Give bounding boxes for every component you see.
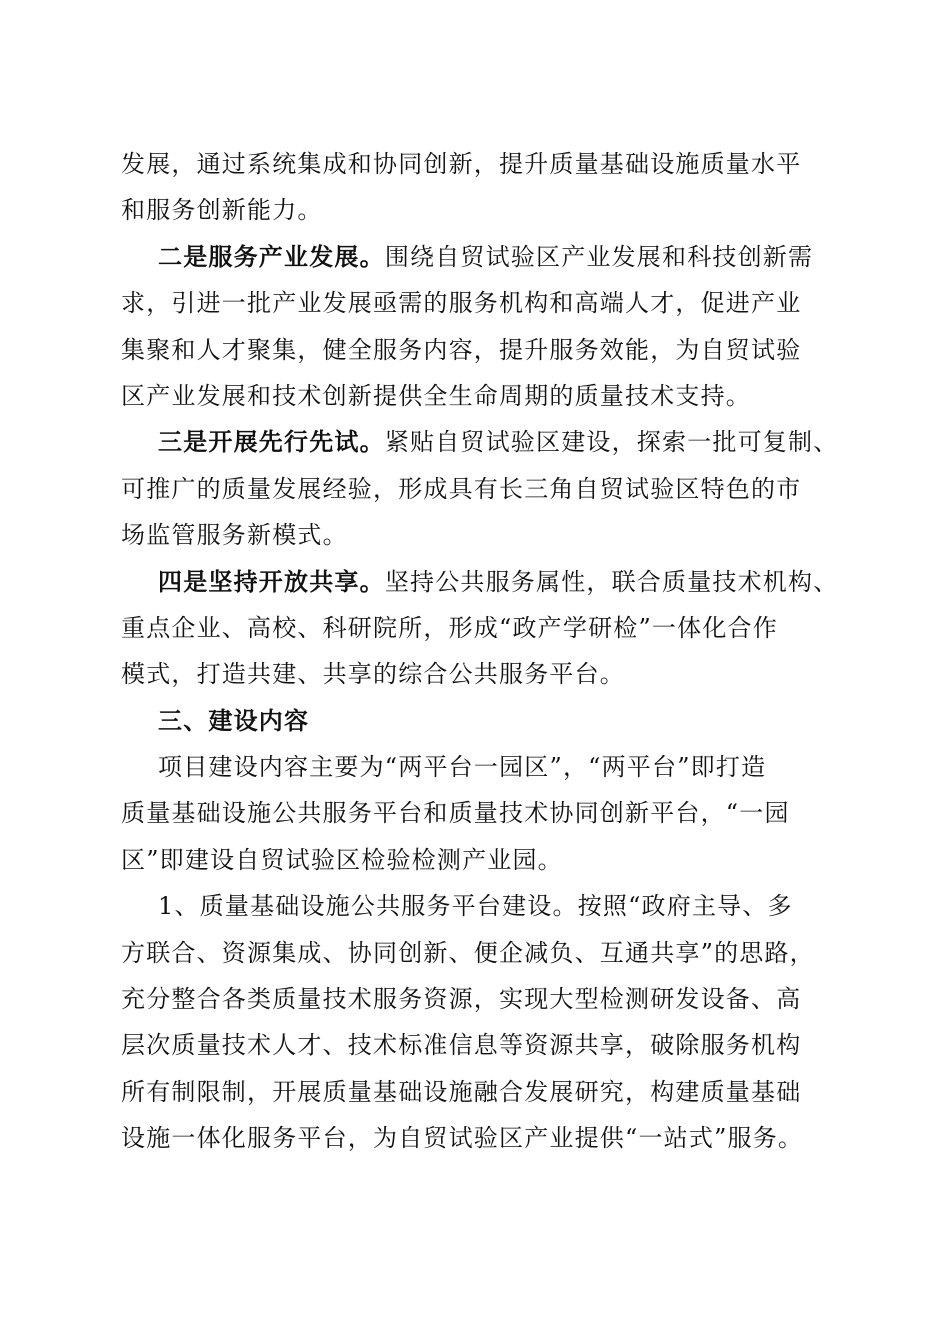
paragraph-line — [121, 883, 836, 929]
body-text: 可推广的质量发展经验，形成具有长三角自贸试验区特色的市 — [121, 474, 802, 503]
paragraph-line — [121, 419, 839, 465]
paragraph-line — [121, 1115, 836, 1161]
paragraph-line — [121, 466, 836, 512]
paragraph-line — [121, 976, 836, 1022]
body-text: 重点企业、高校、科研院所，形成“政产学研检”一体化合作 — [121, 613, 778, 642]
paragraph-line — [121, 651, 836, 697]
paragraph-line — [121, 1022, 836, 1068]
body-text: 层次质量技术人才、技术标准信息等资源共享，破除服务机构 — [121, 1031, 802, 1060]
paragraph-line — [121, 187, 836, 233]
body-text: 场监管服务新模式。 — [121, 521, 348, 550]
body-text: 充分整合各类质量技术服务资源，实现大型检测研发设备、高 — [121, 985, 802, 1014]
paragraph-line — [121, 744, 836, 790]
paragraph-line — [121, 234, 836, 280]
body-text: 坚持公共服务属性，联合质量技术机构、 — [384, 567, 839, 596]
paragraph-line — [121, 327, 836, 373]
body-text: 集聚和人才聚集，健全服务内容，提升服务效能，为自贸试验 — [121, 335, 802, 364]
body-text: 质量基础设施公共服务平台和质量技术协同创新平台，“一园 — [121, 799, 790, 828]
body-text: 围绕自贸试验区产业发展和科技创新需 — [384, 242, 814, 271]
paragraph-line — [121, 373, 836, 419]
paragraph-lead: 三是开展先行先试。 — [158, 427, 385, 457]
body-text: 区产业发展和技术创新提供全生命周期的质量技术支持。 — [121, 381, 751, 410]
paragraph-line — [121, 512, 836, 558]
section-heading-text: 三、建设内容 — [158, 706, 310, 735]
body-text: 方联合、资源集成、协同创新、便企减负、互通共享”的思路， — [121, 938, 815, 967]
section-heading — [121, 698, 836, 744]
paragraph-line — [121, 141, 836, 187]
body-text: 1、质量基础设施公共服务平台建设。按照“政府主导、多 — [158, 892, 793, 921]
paragraph-line — [121, 605, 836, 651]
body-text: 所有制限制，开展质量基础设施融合发展研究，构建质量基础 — [121, 1077, 802, 1106]
paragraph-line — [121, 280, 836, 326]
body-text: 区”即建设自贸试验区检验检测产业园。 — [121, 845, 563, 874]
paragraph-line — [121, 930, 836, 976]
body-text: 项目建设内容主要为“两平台一园区”，“两平台”即打造 — [158, 753, 767, 782]
body-text: 和服务创新能力。 — [121, 196, 323, 225]
paragraph-line — [121, 790, 836, 836]
paragraph-line — [121, 1069, 836, 1115]
paragraph-lead: 四是坚持开放共享。 — [158, 566, 385, 596]
paragraph-line — [121, 837, 836, 883]
paragraph-lead: 二是服务产业发展。 — [158, 241, 385, 271]
body-text: 紧贴自贸试验区建设，探索一批可复制、 — [384, 428, 839, 457]
body-text: 发展，通过系统集成和协同创新，提升质量基础设施质量水平 — [121, 150, 802, 178]
document-body — [121, 141, 839, 1162]
paragraph-line — [121, 559, 839, 605]
body-text: 模式，打造共建、共享的综合公共服务平台。 — [121, 660, 625, 689]
body-text: 求，引进一批产业发展亟需的服务机构和高端人才，促进产业 — [121, 289, 802, 318]
body-text: 设施一体化服务平台，为自贸试验区产业提供“一站式”服务。 — [121, 1124, 804, 1153]
